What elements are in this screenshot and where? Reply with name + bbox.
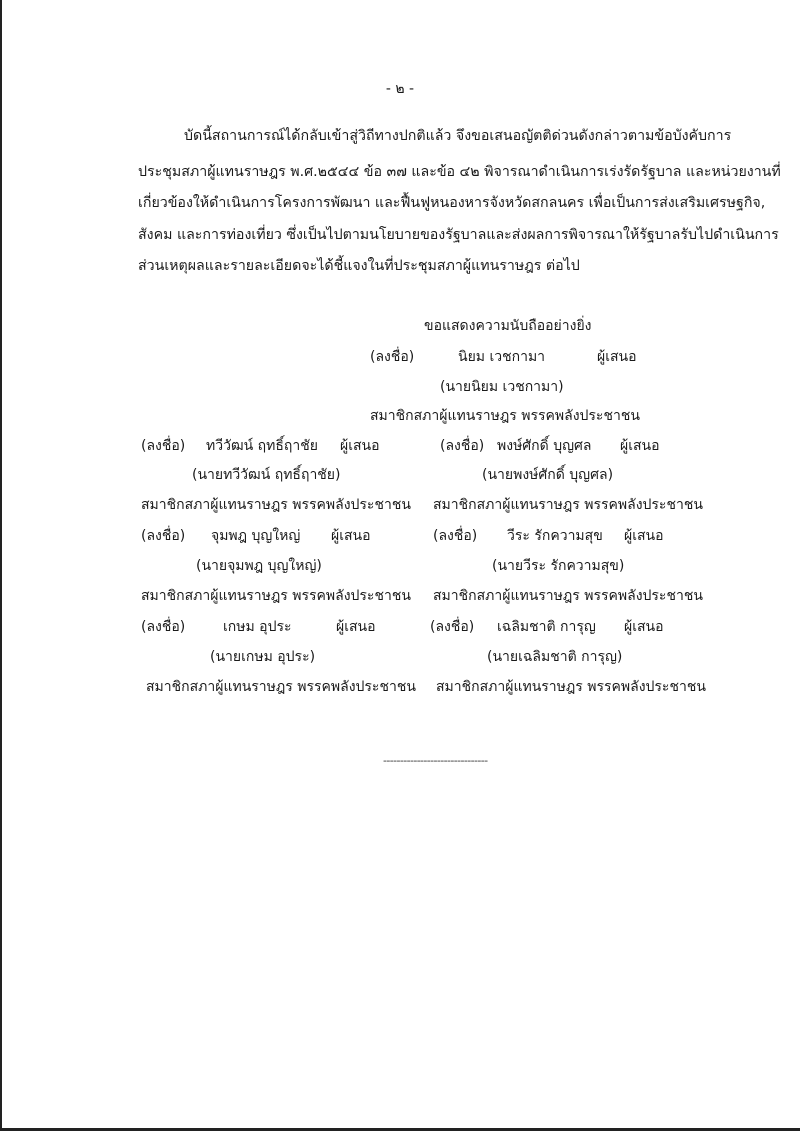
signer-name: เฉลิมชาติ การุญ [497,619,596,635]
signer-name: จุมพฎ บุญใหญ่ [211,528,301,544]
proposer-label: ผู้เสนอ [620,438,660,454]
proposer-label: ผู้เสนอ [336,619,376,635]
proposer-label: ผู้เสนอ [624,619,664,635]
sign-label: (ลงชื่อ) [430,619,475,635]
signer-name: พงษ์ศักดิ์ บุญศล [497,438,592,454]
proposer-label: ผู้เสนอ [340,438,380,454]
signer-full-name: (นายเฉลิมชาติ การุญ) [487,649,623,665]
body-line-2: ประชุมสภาผู้แทนราษฎร พ.ศ.๒๕๔๔ ข้อ ๓๗ และข้อ ๔๒ พิจารณาดำเนินการเร่งรัดรัฐบาล และหน่วยงานที่ [138,164,781,180]
signer-full-name: (นายเกษม อุประ) [210,649,316,665]
signer-name: เกษม อุประ [223,619,292,635]
signer-party: สมาชิกสภาผู้แทนราษฎร พรรคพลังประชาชน [436,679,706,695]
end-rule: ------------------------------- [383,754,488,767]
proposer-label: ผู้เสนอ [597,349,637,365]
proposer-label: ผู้เสนอ [331,528,371,544]
sign-label: (ลงชื่อ) [141,438,186,454]
signer-party: สมาชิกสภาผู้แทนราษฎร พรรคพลังประชาชน [141,497,411,513]
signer-name: ทวีวัฒน์ ฤทธิ์ฤาชัย [206,438,318,454]
signer-full-name: (นายพงษ์ศักดิ์ บุญศล) [482,467,614,483]
signer-name: วีระ รักความสุข [507,528,603,544]
signer-full-name: (นายวีระ รักความสุข) [492,558,625,574]
signer-party: สมาชิกสภาผู้แทนราษฎร พรรคพลังประชาชน [433,588,703,604]
body-line-4: สังคม และการท่องเที่ยว ซึ่งเป็นไปตามนโยบายของรัฐบาลและส่งผลการพิจารณาให้รัฐบาลรับไปดำเนินการ [138,227,779,243]
signer-party: สมาชิกสภาผู้แทนราษฎร พรรคพลังประชาชน [141,588,411,604]
page-edge-left [0,0,2,1131]
proposer-label: ผู้เสนอ [624,528,664,544]
sign-label: (ลงชื่อ) [370,349,415,365]
body-line-1: บัดนี้สถานการณ์ได้กลับเข้าสู่วิถีทางปกติแล้ว จึงขอเสนอญัตติด่วนดังกล่าวตามข้อบังคับการ [184,128,732,144]
signer-party: สมาชิกสภาผู้แทนราษฎร พรรคพลังประชาชน [146,679,416,695]
signer-full-name: (นายจุมพฎ บุญใหญ่) [196,558,322,574]
body-line-5: ส่วนเหตุผลและรายละเอียดจะได้ชี้แจงในที่ประชุมสภาผู้แทนราษฎร ต่อไป [138,258,580,274]
sign-label: (ลงชื่อ) [141,528,186,544]
sign-label: (ลงชื่อ) [440,438,485,454]
signer-party: สมาชิกสภาผู้แทนราษฎร พรรคพลังประชาชน [433,497,703,513]
page-number: - ๒ - [385,81,415,97]
sign-label: (ลงชื่อ) [141,619,186,635]
signer-full-name: (นายนิยม เวชกามา) [440,379,564,395]
closing-salutation: ขอแสดงความนับถืออย่างยิ่ง [424,318,592,334]
body-line-3: เกี่ยวข้องให้ดำเนินการโครงการพัฒนา และฟื้นฟูหนองหารจังหวัดสกลนคร เพื่อเป็นการส่งเสริมเศรษฐกิจ, [138,195,766,211]
signer-full-name: (นายทวีวัฒน์ ฤทธิ์ฤาชัย) [192,467,341,483]
signer-party: สมาชิกสภาผู้แทนราษฎร พรรคพลังประชาชน [370,408,640,424]
signer-name: นิยม เวชกามา [458,349,546,365]
sign-label: (ลงชื่อ) [433,528,478,544]
